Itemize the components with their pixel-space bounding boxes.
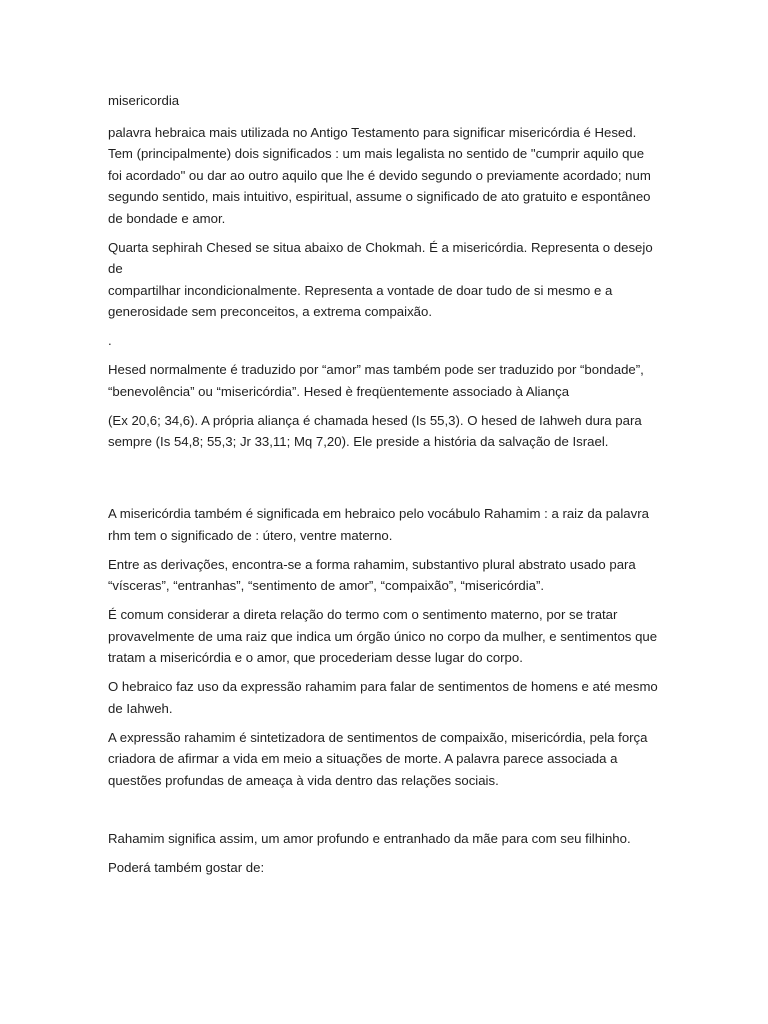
paragraph-hesed-references: (Ex 20,6; 34,6). A própria aliança é chamada hesed (Is 55,3). O hesed de Iahweh dura para sempre (Is 54,8; 55,3; Jr 33,11; Mq 7,20). Ele preside a história da salvação de Israel. bbox=[108, 412, 642, 449]
related-content-heading: Poderá também gostar de: bbox=[108, 859, 265, 875]
paragraph-maternal-relation: É comum considerar a direta relação do termo com o sentimento materno, por se tratar provavelmente de uma raiz que indica um órgão único no corpo da mulher, e sentimentos que tratam a misericórdia e o amor, que procederiam desse lugar do corpo. bbox=[108, 607, 658, 665]
paragraph-rahamim-derivations: Entre as derivações, encontra-se a forma rahamim, substantivo plural abstrato usado para “vísceras”, “entranhas”, “sentimento de amor”, “compaixão”, “misericórdia”. bbox=[108, 556, 636, 593]
paragraph-hesed-translation: Hesed normalmente é traduzido por “amor” mas também pode ser traduzido por “bondade”, “benevolência” ou “misericórdia”. Hesed è freqüentemente associado à Aliança bbox=[108, 362, 644, 399]
document-title: misericordia bbox=[108, 93, 180, 108]
document-body bbox=[108, 90, 668, 886]
paragraph-chesed-sephirah: Quarta sephirah Chesed se situa abaixo de Chokmah. É a misericórdia. Representa o desejo de compartilhar incondicionalmente. Representa a vontade de doar tudo de si mesmo e a generosidade sem preconceitos, a extrema compaixão. bbox=[108, 239, 653, 319]
spacer bbox=[108, 460, 668, 503]
paragraph-hesed-definition: palavra hebraica mais utilizada no Antigo Testamento para significar misericórdia é Hesed. Tem (principalmente) dois significados : um mais legalista no sentido de "cumprir aquilo que foi acordado" ou dar ao outro aquilo que lhe é devido segundo o previamente acordado; num segundo sentido, mais intuitivo, espiritual, assume o significado de ato gratuito e espontâneo de bondade e amor. bbox=[108, 124, 651, 226]
paragraph-rahamim-synthesis: A expressão rahamim é sintetizadora de sentimentos de compaixão, misericórdia, pela força criadora de afirmar a vida em meio a situações de morte. A palavra parece associada a questões profundas de ameaça à vida dentro das relações sociais. bbox=[108, 729, 648, 788]
paragraph-hebrew-usage: O hebraico faz uso da expressão rahamim para falar de sentimentos de homens e até mesmo de Iahweh. bbox=[108, 679, 658, 716]
paragraph-rahamim-meaning: Rahamim significa assim, um amor profundo e entranhado da mãe para com seu filhinho. bbox=[108, 830, 631, 846]
paragraph-dot: . bbox=[108, 333, 112, 348]
spacer bbox=[108, 799, 668, 828]
paragraph-rahamim-root: A misericórdia também é significada em hebraico pelo vocábulo Rahamim : a raiz da palavra rhm tem o significado de : útero, ventre materno. bbox=[108, 506, 649, 543]
